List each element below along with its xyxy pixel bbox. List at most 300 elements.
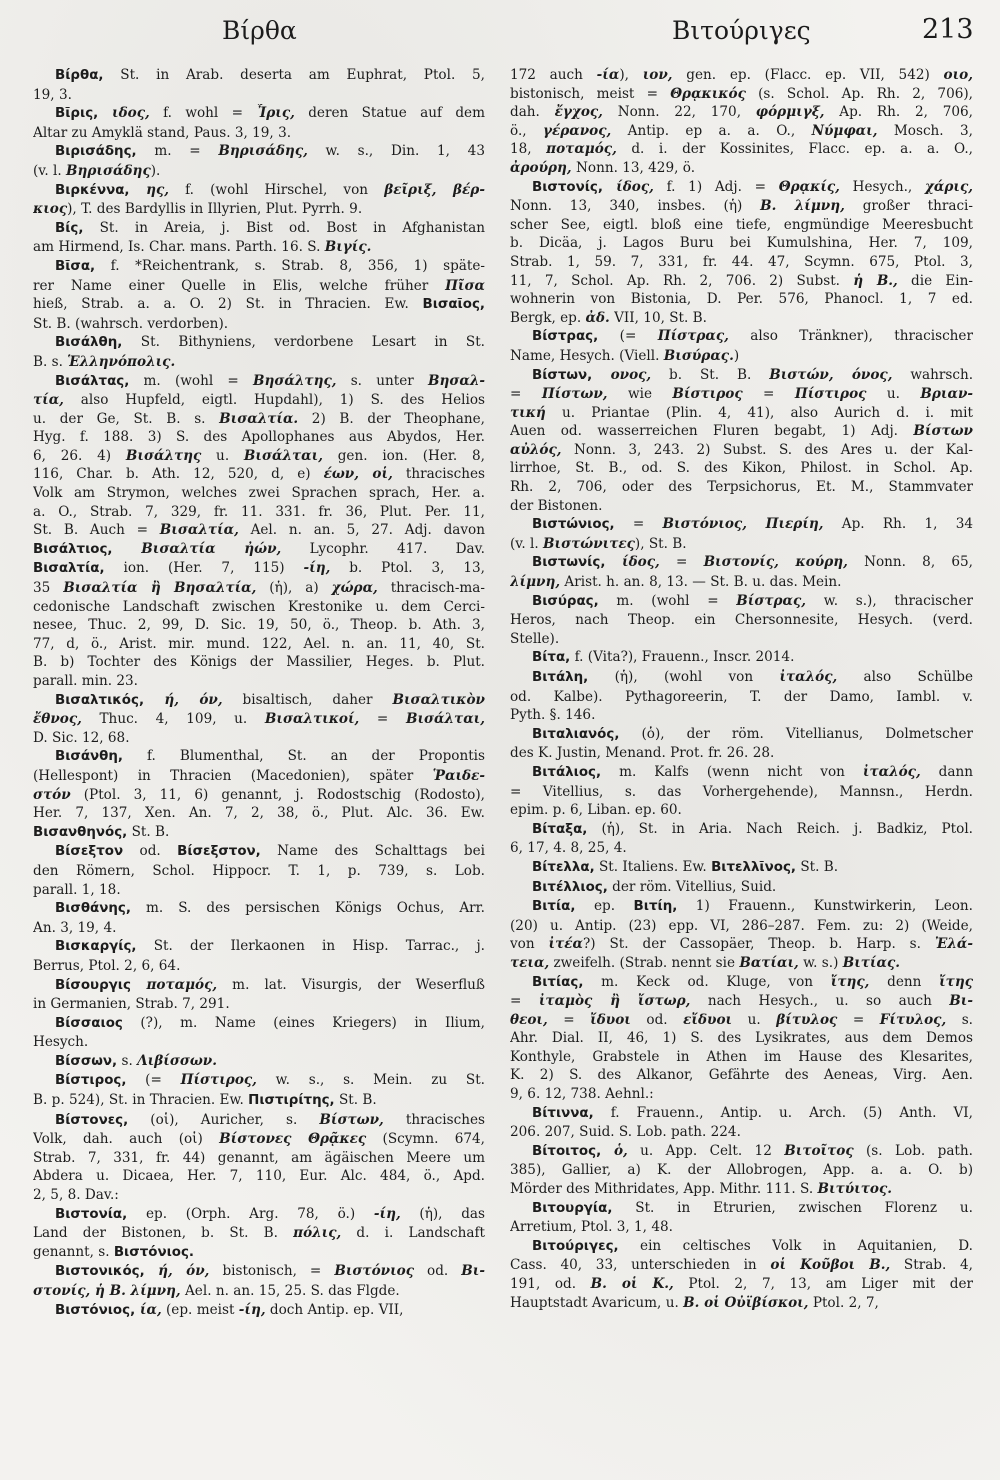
body-text: (ep. meist: [161, 1301, 239, 1318]
headword: Βισανθηνός,: [33, 824, 128, 840]
greek-text: Θρᾳκίς,: [778, 178, 840, 195]
page-number: 213: [922, 14, 974, 45]
body-text: wie: [607, 386, 673, 403]
headword: Βισαλτικός,: [55, 692, 145, 708]
body-text: lirrhoe, St. B., od. S. des Kikon, Philost. in Schol. Ap.: [510, 460, 973, 477]
greek-text: ία,: [135, 1301, 162, 1318]
entry-line: [33, 1243, 485, 1263]
body-text: hieß, Strab. a. a. O. 2) St. in Thracien. Ew.: [33, 296, 423, 313]
entry-line: [33, 162, 485, 181]
greek-text: Βίστιρος: [672, 386, 743, 403]
greek-text: Βισάλται,: [243, 447, 323, 464]
body-text: m. (wohl =: [598, 592, 737, 609]
body-text: St. B. Auch =: [33, 522, 160, 539]
body-text: wahrsch.: [892, 366, 973, 383]
body-text: dann: [920, 763, 973, 780]
body-text: parall. min. 23.: [33, 673, 138, 689]
entry-line: [510, 668, 973, 688]
greek-text: οἱ Κοῦβοι Β.,: [770, 1257, 891, 1274]
entry-line: [510, 1048, 973, 1067]
body-text: nach Hesych., u. so auch: [690, 993, 950, 1010]
body-text: =: [510, 993, 539, 1010]
greek-text: ἀρούρη,: [510, 159, 572, 176]
body-text: 172 auch: [510, 67, 597, 83]
body-text: (Scymn. 674,: [366, 1131, 485, 1148]
entry-line: [33, 1282, 485, 1301]
headword: Βίσσαιος: [55, 1015, 123, 1031]
body-text: (ἡ), a): [256, 580, 332, 597]
dictionary-entry: [33, 747, 485, 842]
greek-text: ἰταλός,: [862, 763, 921, 780]
dictionary-entry: [510, 592, 973, 649]
body-text: gen. ion. (Her. 8,: [322, 447, 485, 464]
greek-text: ἴτης: [939, 973, 973, 990]
dictionary-entry: [510, 366, 973, 516]
body-text: von: [510, 936, 549, 953]
body-text: B. b) Tochter des Königs der Massilier, Heges. b. Plut.: [33, 654, 485, 671]
body-text: Heros, nach Theop. ein Chersonnesite, Hesych. (verd.: [510, 612, 973, 629]
entry-line: [33, 579, 485, 598]
body-text: ),: [619, 67, 643, 83]
body-text: 19, 3.: [33, 86, 72, 103]
body-text: Abdera u. Dicaea, Her. 7, 110, Eur. Alc. 484, ö., Apd.: [33, 1168, 485, 1185]
dictionary-entry: [510, 1142, 973, 1199]
body-text: also Hupfeld, eigtl. Hupdahl), 1) S. des Helios: [63, 392, 485, 409]
body-text: (Hellespont) in Thracien (Macedonien), später: [33, 767, 433, 784]
entry-line: [33, 521, 485, 540]
entry-line: [33, 1111, 485, 1131]
entry-line: [33, 277, 485, 296]
body-text: =: [742, 386, 795, 403]
headword: Βιτούριγες,: [532, 1238, 619, 1254]
greek-text: εἴδυοι: [683, 1011, 733, 1028]
greek-text: ἴτης,: [830, 973, 870, 990]
headword: Βιτάλιος,: [532, 764, 602, 780]
greek-text: Βριαν-: [920, 386, 973, 403]
dictionary-entry: [510, 973, 973, 1104]
dictionary-entry: [510, 820, 973, 858]
body-text: f. (wohl Hirschel, von: [168, 181, 385, 198]
body-text: m. S. des persischen Königs Ochus, Arr.: [130, 900, 485, 917]
entry-line: [33, 333, 485, 353]
entry-line: [510, 1104, 973, 1124]
body-text: ), St. B.: [634, 535, 687, 552]
entry-line: [510, 66, 973, 85]
body-text: D. Sic. 12, 68.: [33, 729, 130, 746]
dictionary-entry: [33, 66, 485, 104]
greek-text: Βηρισάδης,: [218, 143, 308, 160]
body-text: scher See, eigtl. bloß eine tiefe, engmündige Meeresbucht: [510, 216, 973, 233]
entry-line: [33, 200, 485, 219]
entry-line: [510, 1085, 973, 1104]
greek-text: Β. οἱ Οὐϊβίσκοι,: [683, 1294, 809, 1311]
entry-line: [510, 878, 973, 898]
body-text: m. =: [136, 143, 219, 160]
entry-line: [510, 553, 973, 573]
dictionary-entry: [33, 1205, 485, 1263]
body-text: Mosch. 3,: [877, 122, 973, 139]
entry-line: [33, 238, 485, 257]
headword: Βίστιρος,: [55, 1073, 127, 1089]
greek-text: Βισύρας.: [663, 347, 734, 364]
headword: Βίτελλα,: [532, 859, 595, 875]
greek-text: ποταμός,: [546, 141, 617, 158]
body-text: =: [837, 1011, 880, 1028]
body-text: (Ptol. 3, 11, 6) genannt, j. Rodostschig (Rodosto),: [70, 786, 485, 803]
entry-line: [33, 1301, 485, 1321]
body-text: f. 1) Adj. =: [653, 178, 779, 195]
body-text: gen. ep. (Flacc. ep. VII, 542): [672, 67, 944, 83]
greek-text: Βισαλτία ἠών,: [112, 540, 282, 557]
dictionary-entry: [33, 937, 485, 975]
entry-line: [33, 1205, 485, 1225]
body-text: (v. l.: [33, 162, 67, 179]
body-text: am Hirmend, Is. Char. mans. Parth. 16. S.: [33, 239, 325, 256]
greek-text: Βίστων: [913, 423, 973, 440]
greek-text: Ἑλληνόπολις.: [67, 353, 176, 370]
body-text: (οἱ), Auricher, s.: [128, 1111, 320, 1128]
body-text: An. 3, 19, 4.: [33, 919, 117, 936]
body-text: Ptol. 2, 7, 13, am Liger mit der: [673, 1276, 973, 1292]
body-text: parall. 1, 18.: [33, 881, 121, 898]
headword: Βίσεξστον,: [177, 844, 261, 860]
body-text: =: [547, 1011, 591, 1028]
body-text: Strab. 4,: [890, 1257, 973, 1274]
greek-text: Βισαλτικὸν: [392, 691, 485, 708]
greek-text: Νύμφαι,: [811, 122, 878, 139]
body-text: od.: [414, 1263, 462, 1280]
entry-line: [510, 1294, 973, 1313]
entry-line: [510, 1180, 973, 1199]
entry-line: [33, 1130, 485, 1149]
dictionary-entry: [510, 178, 973, 328]
greek-text: στονίς, ἡ Β. λίμνη,: [33, 1283, 181, 1299]
dictionary-entry: [33, 372, 485, 691]
body-text: großer thraci-: [844, 198, 973, 215]
headword: Βίς,: [55, 220, 84, 236]
greek-text: ἴδυοι: [590, 1011, 631, 1028]
body-text: u. App. Celt. 12: [627, 1142, 785, 1159]
headword: Βίρθα,: [55, 68, 104, 83]
body-text: St. B.: [334, 1092, 377, 1109]
entry-line: [33, 410, 485, 429]
body-text: Nonn. 13, 340, insbes. (ἡ): [510, 198, 761, 215]
body-text: ion. (Her. 7, 115): [104, 560, 304, 577]
headword: Πιστιρίτης,: [248, 1093, 335, 1109]
body-text: (=: [126, 1072, 181, 1089]
greek-text: Βισαλτία ἢ Βησαλτία,: [63, 580, 257, 597]
entry-line: [510, 1161, 973, 1180]
greek-text: Βιστώνιτες: [543, 535, 635, 552]
body-text: Arist. h. an. 8, 13. — St. B. u. das. Mein.: [560, 574, 842, 591]
dictionary-entry: [33, 104, 485, 142]
body-text: od.: [123, 843, 178, 860]
body-text: nesee, Thuc. 2, 99, D. Sic. 19, 50, ö., Theop. b. Ath. 3,: [33, 617, 485, 634]
entry-line: [510, 954, 973, 973]
body-text: St. B. (wahrsch. verdorben).: [33, 315, 229, 332]
greek-text: Βισαλτία.: [219, 410, 299, 427]
greek-text: Πίστρας,: [657, 328, 729, 345]
body-text: VII, 10, St. B.: [609, 309, 707, 326]
headword: Βιστώνιος,: [532, 517, 615, 533]
dictionary-entry: [33, 219, 485, 257]
headword: Βιστωνίς,: [532, 555, 606, 571]
entry-line: [33, 691, 485, 711]
entry-line: [33, 937, 485, 957]
body-text: Her. 7, 137, Xen. An. 7, 2, 38, ö., Plut. Alc. 36. Ew.: [33, 805, 485, 822]
headword: Βισαλτία,: [33, 561, 105, 577]
body-text: Ap. Rh. 1, 34: [823, 516, 973, 533]
entry-line: [33, 672, 485, 691]
entry-line: [33, 1052, 485, 1072]
greek-text: Β. λίμνη,: [760, 198, 845, 215]
greek-text: λίμνη,: [510, 574, 561, 591]
body-text: Ptol. 2, 7,: [808, 1294, 879, 1311]
body-text: Pyth. §. 146.: [510, 707, 596, 724]
entry-line: [33, 1262, 485, 1282]
entry-line: [33, 315, 485, 334]
headword: Βιστονικός,: [55, 1264, 145, 1280]
body-text: also Schülbe: [837, 669, 973, 685]
body-text: thracisches: [392, 466, 485, 483]
greek-text: Βισαλτικοί,: [264, 711, 360, 728]
entry-line: [33, 995, 485, 1014]
body-text: der röm. Vitellius, Suid.: [607, 878, 777, 895]
body-text: (s. Lob. path.: [853, 1142, 973, 1159]
entry-line: [33, 257, 485, 277]
body-text: also Tränkner), thracischer: [728, 328, 973, 345]
entry-line: [510, 592, 973, 612]
entry-line: [510, 497, 973, 516]
body-text: 18,: [510, 141, 547, 158]
entry-line: [33, 391, 485, 410]
headword: Βίταξα,: [532, 821, 588, 837]
entry-line: [33, 862, 485, 881]
greek-text: Βιστόνιος, Πιερίη,: [662, 516, 824, 533]
body-text: Nonn. 22, 170,: [602, 104, 756, 121]
body-text: ö.,: [510, 122, 543, 139]
dictionary-entry: [33, 1262, 485, 1300]
body-text: m. (wohl =: [129, 372, 254, 389]
entry-line: [33, 142, 485, 162]
entry-continuation: [510, 66, 973, 178]
entry-line: [33, 1167, 485, 1186]
body-text: St. in Etrurien, zwischen Florenz u.: [612, 1199, 973, 1216]
body-text: s. unter: [336, 372, 428, 389]
entry-line: [510, 1066, 973, 1085]
dictionary-entry: [33, 1014, 485, 1052]
greek-text: βεῖριξ, βέρ-: [384, 181, 485, 198]
body-text: rer Name einer Quelle in Elis, welche früher: [33, 277, 446, 294]
entry-line: [510, 85, 973, 104]
body-text: b. Dicäa, j. Lagos Buru bei Kumulshina, Her. 7, 109,: [510, 235, 973, 252]
body-text: Nonn. 13, 429, ö.: [571, 159, 696, 176]
entry-line: [510, 290, 973, 309]
body-text: Ael. n. an. 5, 27. Adj. davon: [238, 522, 485, 539]
entry-line: [33, 1091, 485, 1111]
headword: Βιτίας,: [532, 974, 584, 990]
entry-line: [33, 786, 485, 805]
entry-line: [33, 181, 485, 201]
body-text: Thuc. 4, 109, u.: [81, 711, 265, 728]
body-text: od.: [630, 1011, 684, 1028]
greek-text: Βισαλτία,: [159, 522, 239, 539]
body-text: 11, 7, Schol. Ap. Rh. 2, 706. 2) Subst.: [510, 272, 854, 289]
body-text: (ἡ), das: [400, 1205, 485, 1222]
dictionary-entry: [510, 553, 973, 591]
dictionary-entry: [510, 1199, 973, 1237]
entry-line: [33, 540, 485, 560]
greek-text: πόλις,: [293, 1225, 342, 1242]
entry-line: [33, 616, 485, 635]
headword: Βίτα,: [532, 650, 571, 666]
body-text: St. Italiens. Ew.: [594, 858, 712, 875]
entry-line: [510, 404, 973, 423]
body-text: Rh. 2, 706, oder des Terpsichorus, Et. M., Stammvater: [510, 479, 973, 496]
body-text: thracisches: [383, 1111, 485, 1128]
entry-line: [510, 858, 973, 878]
body-text: doch Antip. ep. VII,: [265, 1301, 404, 1318]
greek-text: ἡ Β.,: [853, 272, 898, 289]
headword: Βισκαργίς,: [55, 939, 137, 955]
body-text: = Vitellius, s. das Vorhergehende), Mannsn., Herdn.: [510, 783, 973, 800]
body-text: St. B.: [127, 823, 170, 840]
body-text: 9, 6. 12, 738. Aehnl.:: [510, 1086, 654, 1103]
entry-line: [33, 823, 485, 843]
headword: Βιτέλλιος,: [532, 879, 608, 895]
entry-line: [510, 839, 973, 858]
dictionary-entry: [33, 1052, 485, 1072]
dictionary-entry: [33, 142, 485, 180]
greek-text: ἀδ.: [585, 309, 610, 326]
entry-line: [33, 1186, 485, 1205]
body-text: u. Priantae (Plin. 4, 41), also Aurich d. i. mit: [545, 404, 973, 421]
body-text: d. i. Landschaft: [341, 1225, 485, 1242]
greek-text: Βιτίας.: [842, 954, 900, 971]
greek-text: Βίστονες Θρᾷκες: [219, 1131, 367, 1148]
headword: Βιτάλη,: [532, 670, 589, 685]
body-text: bistonisch, =: [209, 1263, 335, 1280]
body-text: Strab. 1, 59. 7, 331, fr. 44. 47, Scymn. 675, Ptol. 3,: [510, 253, 973, 270]
entry-line: [33, 447, 485, 466]
dictionary-entry: [510, 327, 973, 365]
greek-text: Βατίαι,: [739, 954, 799, 971]
body-text: bisaltisch, daher: [222, 691, 393, 708]
body-text: m. Kalfs (wenn nicht von: [601, 763, 863, 780]
entry-line: [510, 459, 973, 478]
entry-line: [510, 1275, 973, 1294]
entry-line: [33, 372, 485, 392]
dictionary-entry: [33, 1071, 485, 1110]
entry-line: [510, 1237, 973, 1257]
body-text: die Ein-: [897, 272, 973, 289]
entry-line: [510, 611, 973, 630]
greek-text: Fίτυλος,: [879, 1011, 947, 1028]
dictionary-entry: [510, 648, 973, 668]
body-text: den Römern, Schol. Hippocr. T. 1, p. 739, s. Lob.: [33, 862, 485, 879]
entry-line: [33, 219, 485, 239]
body-text: B. s.: [33, 353, 68, 370]
entry-line: [510, 234, 973, 253]
dictionary-entry: [33, 899, 485, 937]
greek-text: Λιβίσσων.: [137, 1052, 217, 1069]
body-text: f. Blumenthal, St. an der Propontis: [123, 748, 485, 765]
entry-line: [33, 503, 485, 522]
body-text: denn: [869, 973, 940, 990]
body-text: des K. Justin, Menand. Prot. fr. 26. 28.: [510, 745, 775, 762]
body-text: (?), m. Name (eines Kriegers) in Ilium,: [122, 1014, 485, 1031]
greek-text: Βι-: [949, 993, 973, 1010]
headword: Βίστονες,: [55, 1112, 129, 1128]
entry-line: [510, 515, 973, 535]
body-text: f. *Reichentrank, s. Strab. 8, 356, 1) späte-: [95, 257, 485, 274]
body-text: Land der Bistonen, b. St. B.: [33, 1225, 294, 1242]
entry-line: [510, 216, 973, 235]
entry-line: [33, 1224, 485, 1243]
entry-line: [510, 973, 973, 993]
body-text: Strab. 7, 331, fr. 44) genannt, am ägäischen Meere um: [33, 1149, 485, 1166]
entry-line: [510, 478, 973, 497]
entry-line: [510, 706, 973, 725]
entry-line: [33, 899, 485, 919]
headword: Βίτιννα,: [532, 1105, 594, 1121]
greek-text: κιος: [33, 201, 68, 218]
body-text: Name des Schalttags bei: [260, 843, 485, 860]
greek-text: τεια,: [510, 954, 550, 971]
dictionary-entry: [33, 333, 485, 371]
greek-text: Πίστιρος: [794, 386, 867, 403]
body-text: ein celtisches Volk in Aquitanien, D.: [618, 1237, 973, 1254]
greek-text: ίδος,: [602, 178, 654, 195]
body-text: Cass. 40, 33, unterschieden in: [510, 1257, 771, 1274]
body-text: 191, od.: [510, 1276, 591, 1292]
entry-line: [510, 178, 973, 198]
entry-line: [510, 783, 973, 802]
greek-text: Βησάλτης,: [253, 372, 337, 389]
entry-line: [510, 1256, 973, 1275]
body-text: Hesych.: [33, 1034, 89, 1051]
entry-line: [510, 366, 973, 386]
entry-line: [33, 919, 485, 938]
greek-text: τική: [510, 404, 546, 421]
headword: Βιρισάδης,: [55, 144, 137, 160]
body-text: (ὁ), der röm. Vitellianus, Dolmetscher: [619, 725, 973, 742]
body-text: Berrus, Ptol. 2, 6, 64.: [33, 957, 181, 974]
body-text: 2) B. der Theophane,: [298, 410, 485, 427]
entry-line: [510, 309, 973, 328]
greek-text: ή, όν,: [144, 691, 223, 708]
entry-line: [33, 729, 485, 748]
greek-text: Βίστων,: [319, 1111, 384, 1128]
headword: Βιτίη,: [633, 899, 678, 915]
greek-text: ης,: [129, 181, 169, 198]
entry-line: [510, 801, 973, 820]
entry-line: [510, 725, 973, 745]
body-text: Nonn. 8, 65,: [847, 554, 973, 571]
entry-line: [510, 159, 973, 178]
body-text: St. Bithyniens, verdorbene Lesart in St.: [122, 334, 485, 351]
body-text: =: [510, 386, 542, 403]
entry-line: [510, 272, 973, 291]
greek-text: ἰταλός,: [779, 669, 838, 685]
body-text: f. Frauenn., Antip. u. Arch. (5) Anth. VI,: [593, 1104, 973, 1121]
body-text: ep.: [575, 898, 634, 915]
dictionary-entry: [33, 842, 485, 899]
dictionary-entry: [510, 1237, 973, 1312]
entry-line: [33, 767, 485, 786]
greek-text: τία,: [33, 392, 64, 409]
greek-text: φόρμιγξ,: [755, 104, 825, 121]
